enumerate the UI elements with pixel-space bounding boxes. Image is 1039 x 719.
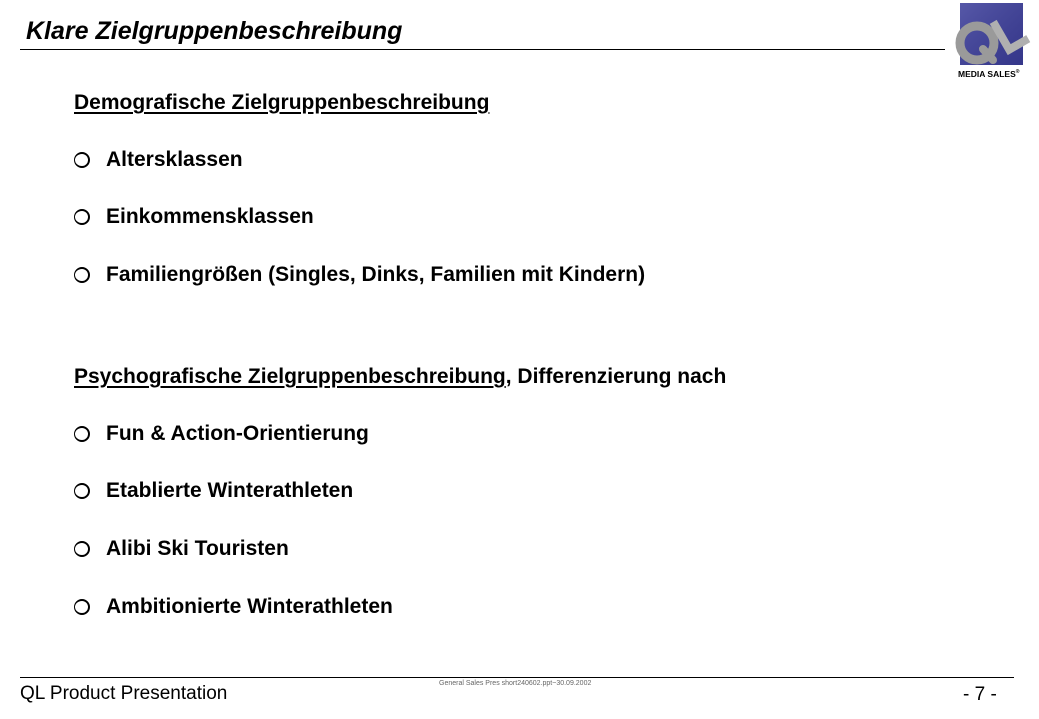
- bullet-ring-icon: [74, 483, 90, 499]
- title-divider: [20, 49, 945, 50]
- bullet-ring-icon: [74, 599, 90, 615]
- list-item: Etablierte Winterathleten: [74, 479, 353, 503]
- list-item: Einkommensklassen: [74, 205, 314, 229]
- bullet-ring-icon: [74, 541, 90, 557]
- list-item: Alibi Ski Touristen: [74, 537, 289, 561]
- footer-filename: General Sales Pres short240602.ppt~30.09.2002: [439, 680, 592, 687]
- bullet-ring-icon: [74, 426, 90, 442]
- list-item: Ambitionierte Winterathleten: [74, 595, 393, 619]
- page-number: - 7 -: [963, 684, 997, 705]
- bullet-ring-icon: [74, 152, 90, 168]
- section2-heading: Psychografische Zielgruppenbeschreibung, Differenzierung nach: [74, 365, 727, 388]
- list-item: Fun & Action-Orientierung: [74, 422, 369, 446]
- footer-title: QL Product Presentation: [20, 683, 228, 704]
- bullet-ring-icon: [74, 267, 90, 283]
- bullet-ring-icon: [74, 209, 90, 225]
- list-item: Altersklassen: [74, 148, 243, 172]
- slide-title: Klare Zielgruppenbeschreibung: [26, 17, 403, 45]
- logo-caption: MEDIA SALES®: [958, 69, 1020, 79]
- list-item: Familiengrößen (Singles, Dinks, Familien mit Kindern): [74, 263, 645, 287]
- footer-divider: [20, 677, 1014, 678]
- section1-heading: Demografische Zielgruppenbeschreibung: [74, 91, 490, 114]
